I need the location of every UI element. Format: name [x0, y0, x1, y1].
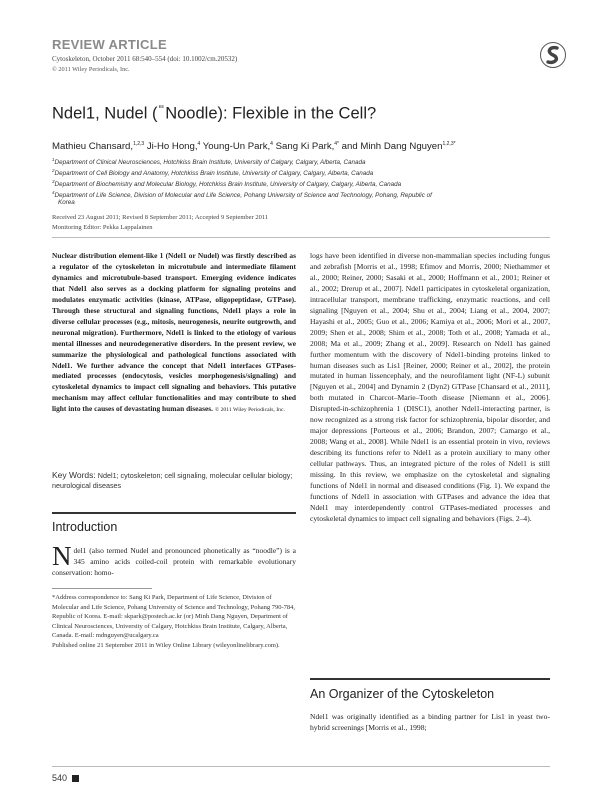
journal-citation: Cytoskeleton, October 2011 68:540–554 (doi: 10.1002/cm.20532) — [52, 55, 238, 63]
title-suffix: Noodle): Flexible in the Cell? — [165, 104, 377, 123]
introduction-text: del1 (also termed Nudel and pronounced phonetically as “noodle”) is a 345 amino acids coiled-coil protein with remarkable evolutionary conservation: homo- — [52, 546, 296, 577]
received-dates: Received 23 August 2011; Revised 8 September 2011; Accepted 9 September 2011 — [52, 214, 269, 221]
footnote-divider — [52, 588, 152, 589]
copyright-notice: © 2011 Wiley Periodicals, Inc. — [52, 66, 130, 73]
keywords-label: Key Words: — [52, 470, 96, 480]
section-rule — [52, 512, 296, 514]
keywords-text: Ndel1; cytoskeleton; cell signaling, molecular cellular biology; neurological diseases — [52, 471, 293, 490]
introduction-heading: Introduction — [52, 520, 118, 534]
footer-divider — [52, 766, 550, 767]
page-marker-icon — [72, 775, 79, 782]
published-online: Published online 21 September 2011 in Wiley Online Library (wileyonlinelibrary.com). — [52, 641, 280, 649]
affiliation: $^2$Department of Cell Biology and Anatomy, Hotchkiss Brain Institute, University of Calgary, Calgary, Alberta, Canada — [52, 168, 374, 178]
section-heading-organizer: An Organizer of the Cytoskeleton — [310, 687, 495, 701]
affiliation: $^3$Department of Biochemistry and Molecular Biology, Hotchkiss Brain Institute, University of Calgary, Calgary, Alberta, Canada — [52, 179, 402, 189]
drop-cap: N — [52, 541, 72, 571]
abstract — [52, 251, 296, 416]
affiliation-continued: Korea — [58, 199, 75, 206]
article-title — [52, 104, 376, 124]
abstract-text: Nuclear distribution element-like 1 (Ndel1 or Nudel) was firstly described as a regulator of the cytoskeleton in microtubule and intermediate filament dynamics and microtubule-based transport. Emerging evidence indicates that Ndel1 also serves as a docking platform for signaling proteins and modulates enzymatic activities (kinase, ATPase, oligopeptidase, GTPase). Through these structural and signaling functions, Ndel1 plays a role in diverse cellular processes (e.g., mitosis, neurogenesis, neurite outgrowth, and neuronal migration). Furthermore, Ndel1 is linked to the etiology of various mental illnesses and neurodegenerative disorders. In the present review, we summarize the physiological and pathological functions associated with Ndel1. We further advance the concept that Ndel1 interfaces GTPases-mediated processes (endocytosis, vesicles morphogenesis/signaling) and cytoskeletal dynamics to impact cell signaling and behaviors. This putative mechanism may affect cellular functionalities and may contribute to shed light into the causes of devastating human diseases. — [52, 251, 296, 414]
journal-logo-icon — [540, 42, 566, 68]
header-divider — [52, 237, 550, 238]
abstract-copyright: © 2011 Wiley Periodicals, Inc. — [214, 407, 285, 414]
keywords — [52, 470, 296, 491]
organizer-section-text: Ndel1 was originally identified as a binding partner for Lis1 in yeast two-hybrid screenings [Morris et al., 1998; — [310, 712, 550, 732]
page-number: 540 — [52, 773, 68, 783]
title-prefix: Ndel1, Nudel ( — [52, 104, 158, 123]
monitoring-editor: Monitoring Editor: Pekka Lappalainen — [52, 224, 153, 231]
affiliation: $^1$Department of Clinical Neurosciences, Hotchkiss Brain Institute, University of Calgary, Calgary, Alberta, Canada — [52, 157, 366, 167]
section-rule — [310, 678, 550, 680]
affiliation: $^4$Department of Life Science, Division of Molecular and Life Science, Pohang University of Science and Technology, Pohang, Republic of — [52, 190, 432, 200]
title-noodle-glyph: ᄐᄐ — [157, 105, 166, 114]
article-type-label: REVIEW ARTICLE — [52, 37, 167, 52]
correspondence-text: *Address correspondence to: Sang Ki Park, Department of Life Science, Division of Molecular and Life Science, Pohang University of Science and Technology, Pohang 790-784, Republic of Korea. E-mail: skpark@postech.ac.kr (or) Minh Dang Nguyen, Department of Clinical Neurosciences, University of Calgary, Hotchkiss Brain Institute, Calgary, Alberta, Canada. E-mail: mdnguyen@ucalgary.ca — [52, 594, 296, 640]
correspondence-footnote — [52, 593, 296, 651]
introduction-paragraph — [52, 541, 296, 578]
right-column-text: logs have been identified in diverse non-mammalian species including fungus and zebrafish [Morris et al., 1998; Efimov and Morris, 2000; Niethammer et al., 2000; Reiner, 2000; Sasaki et al., 2000; Hoffmann et al., 2001; Reiner et al., 2002; Drerup et al., 2007]. Ndel1 participates in cytoskeletal organization, intracellular transport, membrane trafficking, enzymatic reactions, and cell signaling [Nguyen et al., 2004; Shu et al., 2004; Liang et al., 2004, 2007; Hayashi et al., 2005; Guo et al., 2006; Kamiya et al., 2006; Mori et al., 2007, 2009; Shen et al., 2008; Shim et al., 2008; Toth et al., 2008; Yamada et al., 2008; Ma et al., 2009; Zhang et al., 2009]. Research on Ndel1 has gained further momentum with the discovery of Ndel1-binding proteins linked to human diseases such as Lis1 [Reiner, 2000; Reiner et al., 2002], the protein mutated in human lissencephaly, and the neurofilament light (NF-L) subunit [Nguyen et al., 2004] and Dynamin 2 (Dyn2) GTPase [Chansard et al., 2011], both mutated in Charcot–Marie–Tooth disease [Niemann et al., 2006]. Disrupted-in-schizophrenia 1 (DISC1), another Ndel1-interacting partner, is now recognized as a strong risk factor for schizophrenia, bipolar disorder, and major depressions [Porteous et al., 2006; Brandon, 2007; Camargo et al., 2008; Wang et al., 2008]. While Ndel1 is an essential protein in vivo, reviews describing its functions refer to Ndel1 as a protein auxiliary to many other cellular pathways. Thus, an integrated picture of the roles of Ndel1 is still missing. In this review, we emphasize on the cytoskeletal and signaling functions of Ndel1 in normal and diseased conditions (Fig. 1). We expand the functions of Ndel1 in association with GTPases and advance the idea that Ndel1 may interdependently control GTPases-mediated processes and cytoskeletal dynamics to impact cell signaling and behaviors (Figs. 2–4). — [310, 251, 550, 523]
author-list: Mathieu Chansard,$^{1,2,3}$ Ji-Ho Hong,$^4$ Young-Un Park,$^4$ Sang Ki Park,$^{4*}$ and Minh Dang Nguyen$^{1,2,3*}$ — [52, 141, 456, 153]
